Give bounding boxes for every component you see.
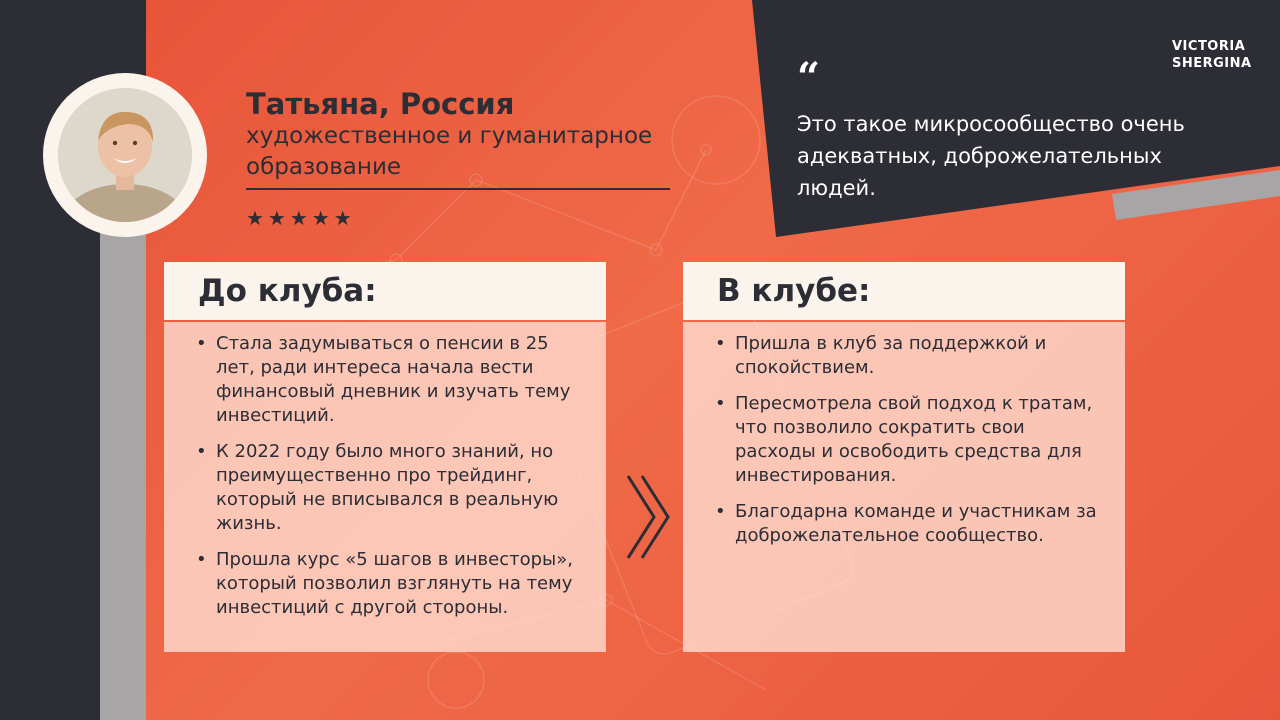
gray-accent-bar: [100, 205, 146, 720]
brand-line-2: SHERGINA: [1172, 56, 1252, 71]
list-item: • К 2022 году было много знаний, но преимущественно про трейдинг, который не вписывался в реальную жизнь.: [194, 440, 588, 536]
rating-stars-icon: ★★★★★: [246, 206, 356, 230]
quote-mark-icon: “: [797, 54, 821, 101]
title-underline: [246, 188, 670, 190]
in-club-list: [713, 332, 1107, 548]
reviewer-education: художественное и гуманитарное образование: [246, 123, 653, 180]
before-club-card: [164, 262, 606, 652]
list-item: • Прошла курс «5 шагов в инвесторы», который позволил взглянуть на тему инвестиций с другой стороны.: [194, 548, 588, 620]
quote-text: Это такое микросообщество очень адекватных, доброжелательных людей.: [797, 112, 1185, 200]
before-club-title: До клуба:: [164, 262, 606, 320]
in-club-card: [683, 262, 1125, 652]
before-club-list: [194, 332, 588, 620]
brand-line-1: VICTORIA: [1172, 39, 1246, 54]
in-club-title: В клубе:: [683, 262, 1125, 320]
in-club-body: [683, 322, 1125, 652]
list-item: • Стала задумываться о пенсии в 25 лет, ради интереса начала вести финансовый дневник и изучать тему инвестиций.: [194, 332, 588, 428]
double-chevron-right-icon: [620, 472, 670, 562]
brand-logo: [1172, 38, 1252, 72]
reviewer-name: Татьяна, Россия: [246, 87, 515, 121]
avatar-photo: [58, 88, 192, 222]
list-item: • Благодарна команде и участникам за доброжелательное сообщество.: [713, 500, 1107, 548]
avatar: [58, 88, 192, 222]
list-item: • Пересмотрела свой подход к тратам, что позволило сократить свои расходы и освободить средства для инвестирования.: [713, 392, 1107, 488]
list-item: • Пришла в клуб за поддержкой и спокойствием.: [713, 332, 1107, 380]
before-club-body: [164, 322, 606, 652]
